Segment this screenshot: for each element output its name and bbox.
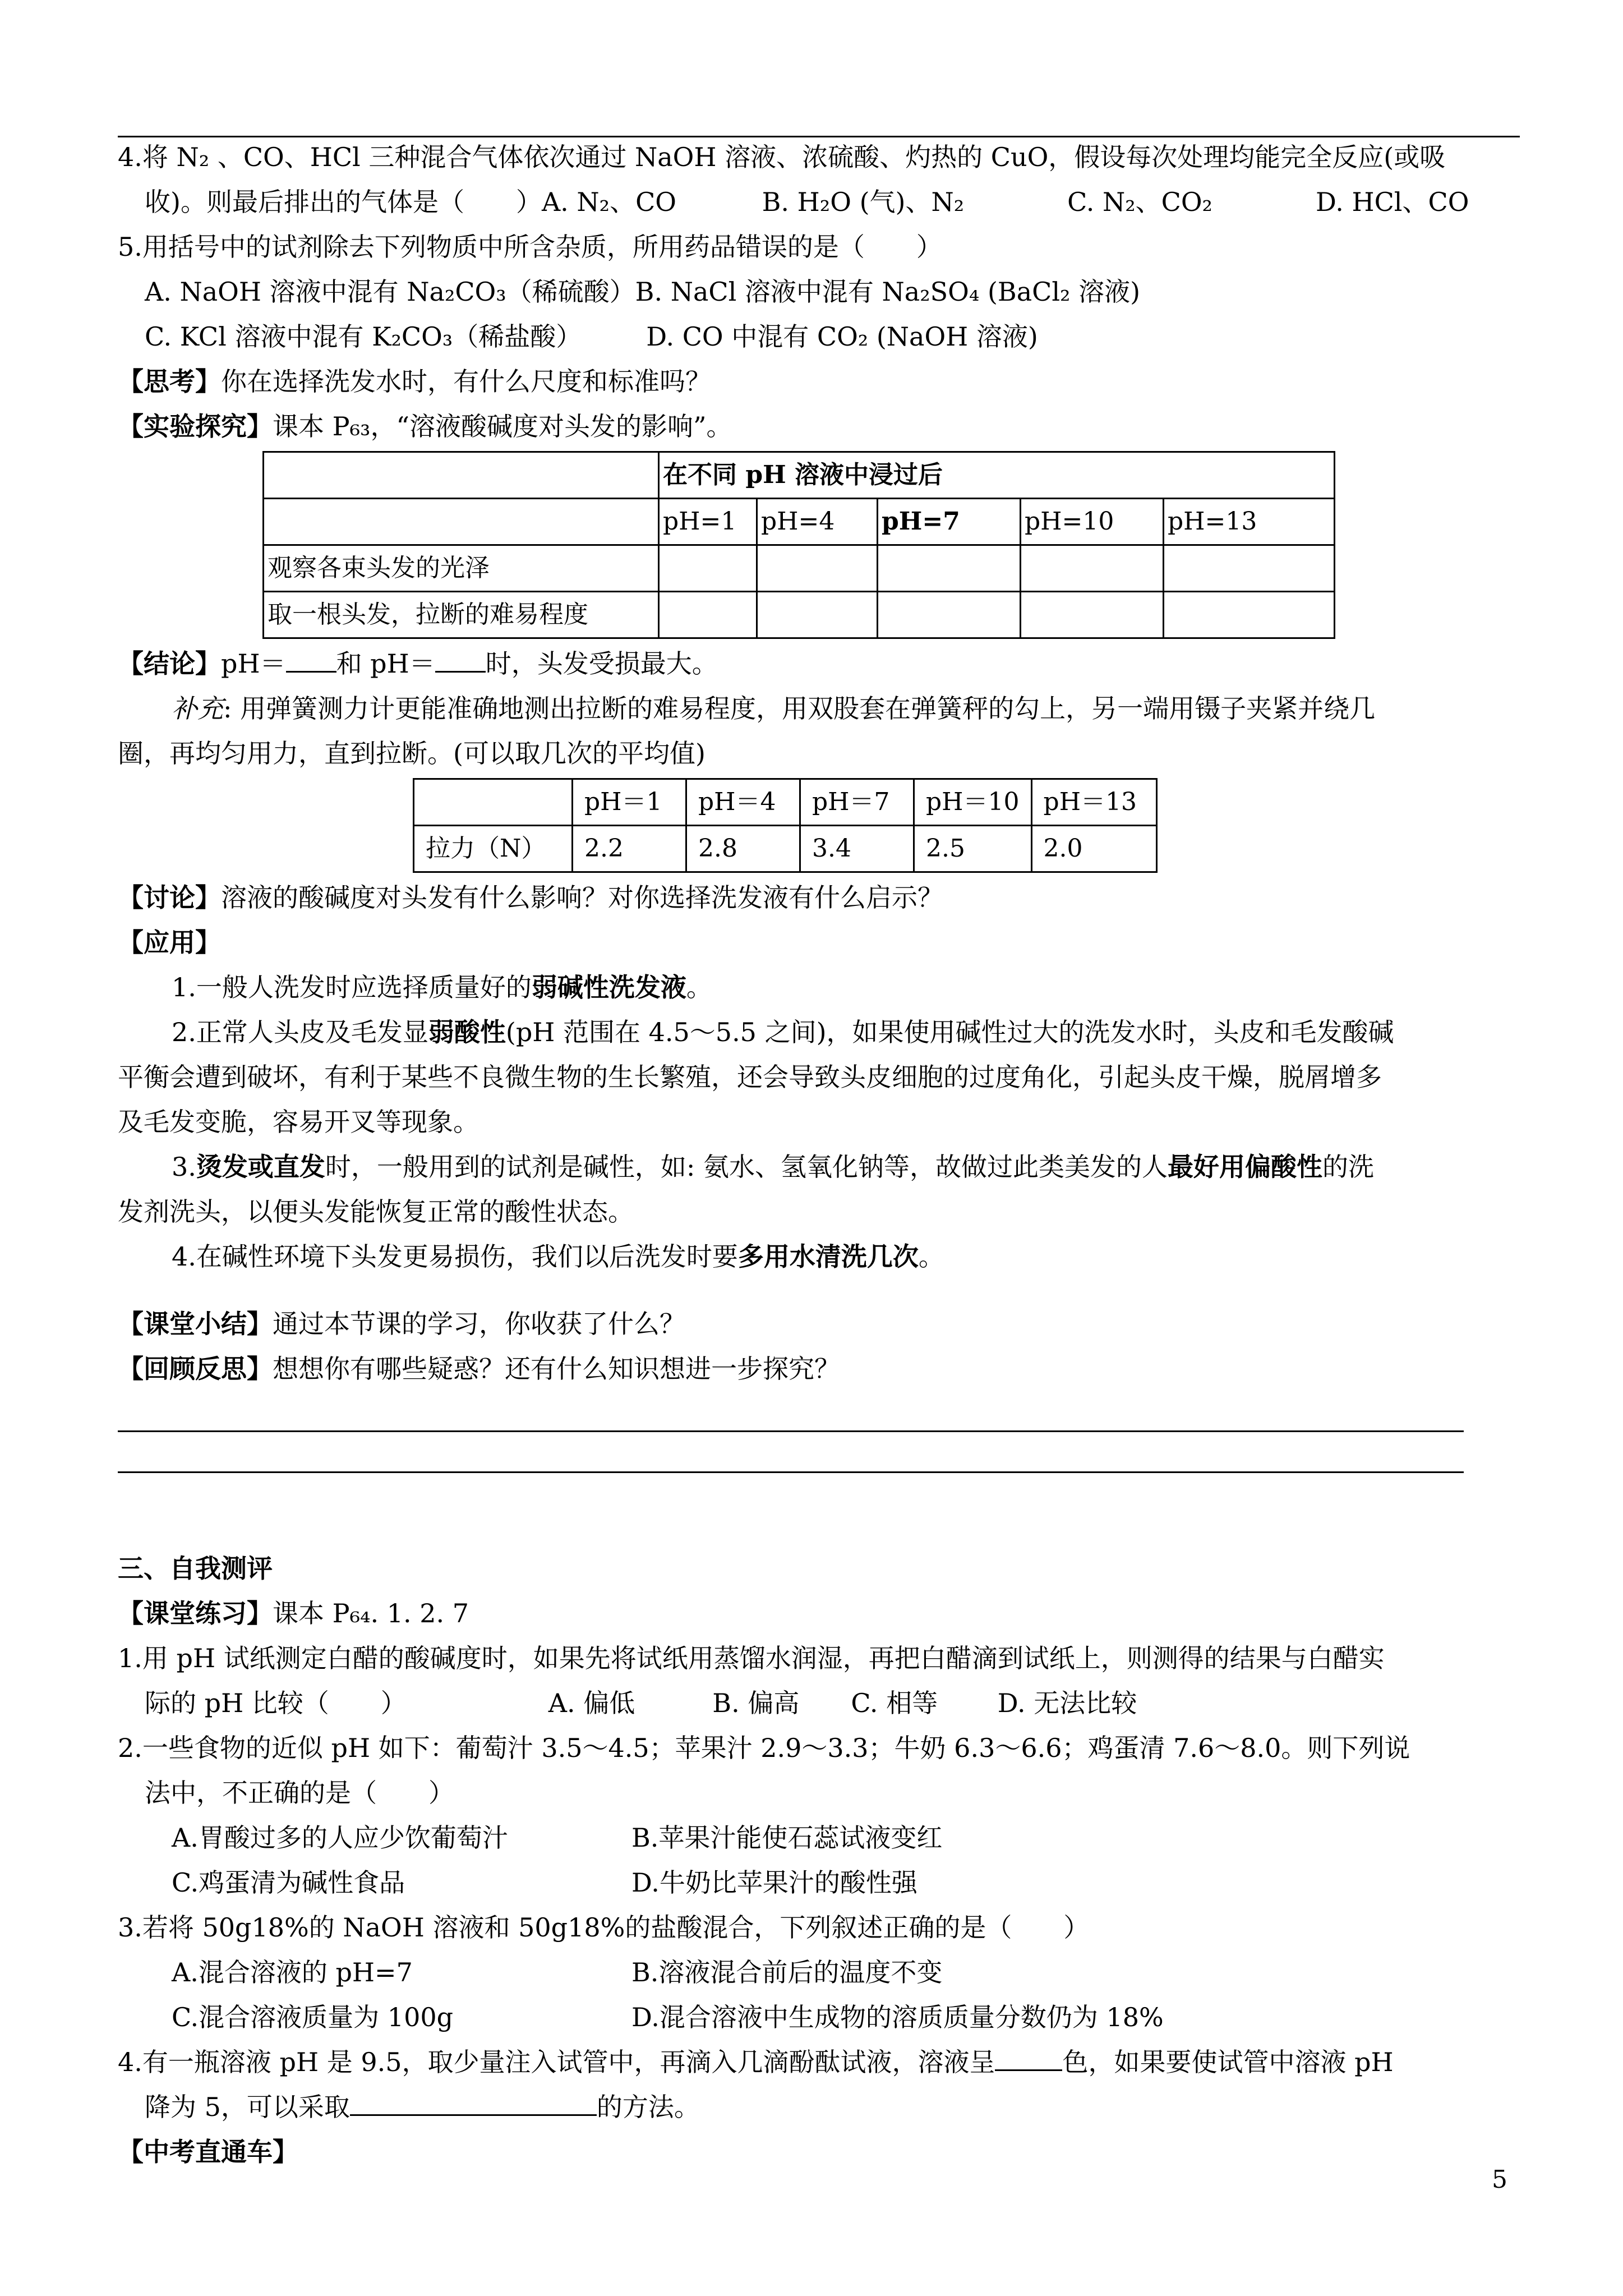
practice-section: [118, 1591, 1520, 1636]
table1-col-header: pH=10: [1021, 499, 1164, 545]
table1-cell: [659, 592, 757, 638]
table2-col-header: pH＝1: [573, 779, 686, 826]
conclusion-blank-2[interactable]: [435, 648, 486, 673]
table1-empty-corner: [264, 452, 659, 499]
application-item-2-line1: [118, 1010, 1520, 1055]
table1-cell: [1021, 545, 1164, 592]
summary-text: 通过本节课的学习，你收获了什么？: [273, 1309, 685, 1339]
experiment-section: [118, 404, 1520, 449]
supplement-line1: [118, 686, 1520, 731]
table1-cell: [757, 545, 878, 592]
conclusion-text-3: 时，头发受损最大。: [485, 648, 718, 679]
table1-cell: [878, 592, 1021, 638]
application-item-1: [118, 965, 1520, 1010]
practice-2-options-ab: [118, 1815, 1520, 1860]
table1-empty-cell: [264, 499, 659, 545]
experiment-text: 课本 P₆₃，“溶液酸碱度对头发的影响”。: [273, 411, 732, 441]
summary-section: [118, 1301, 1520, 1346]
exam-section-label: 【中考直通车】: [118, 2137, 298, 2167]
table2-value: 3.4: [800, 826, 914, 872]
practice-4-text-1: 4.有一瓶溶液 pH 是 9.5，取少量注入试管中，再滴入几滴酚酞试液，溶液呈: [118, 2047, 995, 2077]
application-item2-rest: (pH 范围在 4.5～5.5 之间)，如果使用碱性过大的洗发水时，头皮和毛发酸碱: [505, 1017, 1394, 1047]
table1-row-label: 观察各束头发的光泽: [264, 545, 659, 592]
practice-4-blank-color[interactable]: [995, 2047, 1062, 2071]
table2-col-header: pH＝10: [914, 779, 1032, 826]
practice-4-text-3: 降为 5，可以采取: [145, 2092, 350, 2122]
practice-3-stem: 3.若将 50g18%的 NaOH 溶液和 50g18%的盐酸混合，下列叙述正确的是（ ）: [118, 1912, 1090, 1943]
application-item1-end: 。: [686, 972, 712, 1002]
table1-cell: [1021, 592, 1164, 638]
practice-4-text-4: 的方法。: [596, 2092, 700, 2122]
discussion-section: [118, 875, 1520, 920]
reflection-section: [118, 1346, 1520, 1391]
table2-value: 2.8: [686, 826, 800, 872]
application-item2-text: 2.正常人头皮及毛发显: [172, 1017, 428, 1047]
table1-cell: [659, 545, 757, 592]
application-item4-end: 。: [918, 1241, 944, 1272]
table2-corner: [414, 779, 573, 826]
practice-3-options-ab: [118, 1950, 1520, 1995]
conclusion-text-2: 和 pH＝: [336, 648, 435, 679]
application-item3-end: 的洗: [1322, 1152, 1375, 1182]
table1-header: 在不同 pH 溶液中浸过后: [659, 452, 1335, 499]
experiment-label: 【实验探究】: [118, 411, 273, 441]
practice-4-blank-method[interactable]: [350, 2092, 597, 2116]
practice-2-line1: 2.一些食物的近似 pH 如下：葡萄汁 3.5～4.5；苹果汁 2.9～3.3；牛奶 6.3～6.6；鸡蛋清 7.6～8.0。则下列说: [118, 1733, 1410, 1763]
application-item1-text: 1.一般人洗发时应选择质量好的: [172, 972, 532, 1002]
think-section: [118, 359, 1520, 404]
table1-col-header: pH=7: [878, 499, 1021, 545]
practice-3-option-d: D.混合溶液中生成物的溶质质量分数仍为 18%: [631, 2002, 1164, 2032]
discussion-label: 【讨论】: [118, 882, 221, 913]
question-5-options-ab: A. NaOH 溶液中混有 Na₂CO₃（稀硫酸）B. NaCl 溶液中混有 Na₂SO₄ (BaCl₂ 溶液): [145, 277, 1141, 307]
spacer: [118, 1279, 1520, 1301]
application-item-2-line3: 及毛发变脆，容易开叉等现象。: [118, 1107, 479, 1137]
table2-value: 2.5: [914, 826, 1032, 872]
table2-value: 2.2: [573, 826, 686, 872]
discussion-text: 溶液的酸碱度对头发有什么影响？对你选择洗发液有什么启示？: [221, 882, 943, 913]
application-item4-emphasis: 多用水清洗几次: [737, 1241, 919, 1272]
table2-col-header: pH＝4: [686, 779, 800, 826]
table1-col-header: pH=1: [659, 499, 757, 545]
table-row: [414, 826, 1157, 872]
practice-4-line1: [118, 2040, 1520, 2085]
application-item-2-line2: 平衡会遭到破坏，有利于某些不良微生物的生长繁殖，还会导致头皮细胞的过度角化，引起头皮干燥，脱屑增多: [118, 1062, 1382, 1092]
application-item2-emphasis: 弱酸性: [428, 1017, 506, 1047]
reflection-label: 【回顾反思】: [118, 1354, 273, 1384]
application-item3-text: 时，一般用到的试剂是碱性，如: 氨水、氢氧化钠等，故做过此类美发的人: [325, 1152, 1168, 1182]
table1-cell: [878, 545, 1021, 592]
application-item3-num: 3.: [172, 1152, 196, 1182]
pull-force-table: [413, 778, 1158, 873]
practice-2-option-c: C.鸡蛋清为碱性食品: [172, 1867, 405, 1898]
conclusion-section: [118, 641, 1520, 686]
practice-2-line2: 法中，不正确的是（ ）: [145, 1778, 454, 1808]
question-4-line2: 收)。则最后排出的气体是（ ）A. N₂、CO B. H₂O (气)、N₂ C. N₂、CO₂ D. HCl、CO: [145, 187, 1469, 217]
table1-col-header: pH=13: [1164, 499, 1335, 545]
hair-experiment-table: [262, 451, 1335, 639]
table2-row-label: 拉力（N）: [414, 826, 573, 872]
practice-3-option-b: B.溶液混合前后的温度不变: [631, 1957, 943, 1987]
document-page: [118, 135, 1520, 2174]
conclusion-text-1: pH＝: [221, 648, 286, 679]
summary-label: 【课堂小结】: [118, 1309, 273, 1339]
practice-3-option-c: C.混合溶液质量为 100g: [172, 2002, 454, 2032]
page-number: 5: [1492, 2165, 1507, 2194]
question-5-stem: 5.用括号中的试剂除去下列物质中所含杂质，所用药品错误的是（ ）: [118, 232, 942, 262]
practice-3-options-cd: [118, 1995, 1520, 2040]
application-item-3-line1: [118, 1144, 1520, 1189]
practice-text: 课本 P₆₄. 1. 2. 7: [273, 1598, 469, 1628]
practice-2-options-cd: [118, 1860, 1520, 1905]
application-item3-emphasis-2: 最好用偏酸性: [1168, 1152, 1323, 1182]
answer-line-2[interactable]: [118, 1432, 1464, 1473]
practice-2-option-a: A.胃酸过多的人应少饮葡萄汁: [172, 1823, 508, 1853]
think-text: 你在选择洗发水时，有什么尺度和标准吗？: [221, 366, 711, 397]
conclusion-blank-1[interactable]: [286, 648, 336, 673]
table1-cell: [1164, 545, 1335, 592]
supplement-line2: 圈，再均匀用力，直到拉断。(可以取几次的平均值): [118, 738, 706, 769]
practice-2-option-b: B.苹果汁能使石蕊试液变红: [631, 1823, 943, 1853]
section-3-title: 三、自我测评: [118, 1553, 273, 1584]
table2-col-header: pH＝7: [800, 779, 914, 826]
supplement-label: 补充: [172, 693, 223, 724]
supplement-text-1: : 用弹簧测力计更能准确地测出拉断的难易程度，用双股套在弹簧秤的勾上，另一端用镊子夹紧并绕几: [223, 693, 1376, 724]
practice-1-line1: 1.用 pH 试纸测定白醋的酸碱度时，如果先将试纸用蒸馏水润湿，再把白醋滴到试纸上，则测得的结果与白醋实: [118, 1643, 1385, 1673]
practice-label: 【课堂练习】: [118, 1598, 273, 1628]
practice-2-option-d: D.牛奶比苹果汁的酸性强: [631, 1867, 917, 1898]
application-item-3-line2: 发剂洗头，以便头发能恢复正常的酸性状态。: [118, 1197, 634, 1227]
reflection-text: 想想你有哪些疑惑？还有什么知识想进一步探究？: [273, 1354, 840, 1384]
table1-col-header: pH=4: [757, 499, 878, 545]
table2-col-header: pH＝13: [1031, 779, 1156, 826]
practice-1-line2: 际的 pH 比较（ ） A. 偏低 B. 偏高 C. 相等 D. 无法比较: [145, 1688, 1137, 1718]
application-item3-emphasis-1: 烫发或直发: [196, 1152, 325, 1182]
application-label: 【应用】: [118, 927, 221, 958]
practice-4-line2: [118, 2085, 1520, 2129]
application-item1-emphasis: 弱碱性洗发液: [531, 972, 686, 1002]
question-4-line1: 4.将 N₂ 、CO、HCl 三种混合气体依次通过 NaOH 溶液、浓硫酸、灼热的 CuO，假设每次处理均能完全反应(或吸: [118, 142, 1446, 172]
application-item-4: [118, 1234, 1520, 1279]
table-row: [264, 592, 1335, 638]
practice-4-text-2: 色，如果要使试管中溶液 pH: [1062, 2047, 1394, 2077]
answer-line-1[interactable]: [118, 1391, 1464, 1432]
application-item4-text: 4.在碱性环境下头发更易损伤，我们以后洗发时要: [172, 1241, 738, 1272]
question-5-options-cd: C. KCl 溶液中混有 K₂CO₃（稀盐酸） D. CO 中混有 CO₂ (NaOH 溶液): [145, 321, 1038, 352]
table1-cell: [1164, 592, 1335, 638]
table1-cell: [757, 592, 878, 638]
table-row: [264, 545, 1335, 592]
think-label: 【思考】: [118, 366, 221, 397]
spacer: [118, 1473, 1520, 1546]
practice-3-option-a: A.混合溶液的 pH=7: [172, 1957, 413, 1987]
table2-value: 2.0: [1031, 826, 1156, 872]
conclusion-label: 【结论】: [118, 648, 221, 679]
table1-row-label: 取一根头发，拉断的难易程度: [264, 592, 659, 638]
